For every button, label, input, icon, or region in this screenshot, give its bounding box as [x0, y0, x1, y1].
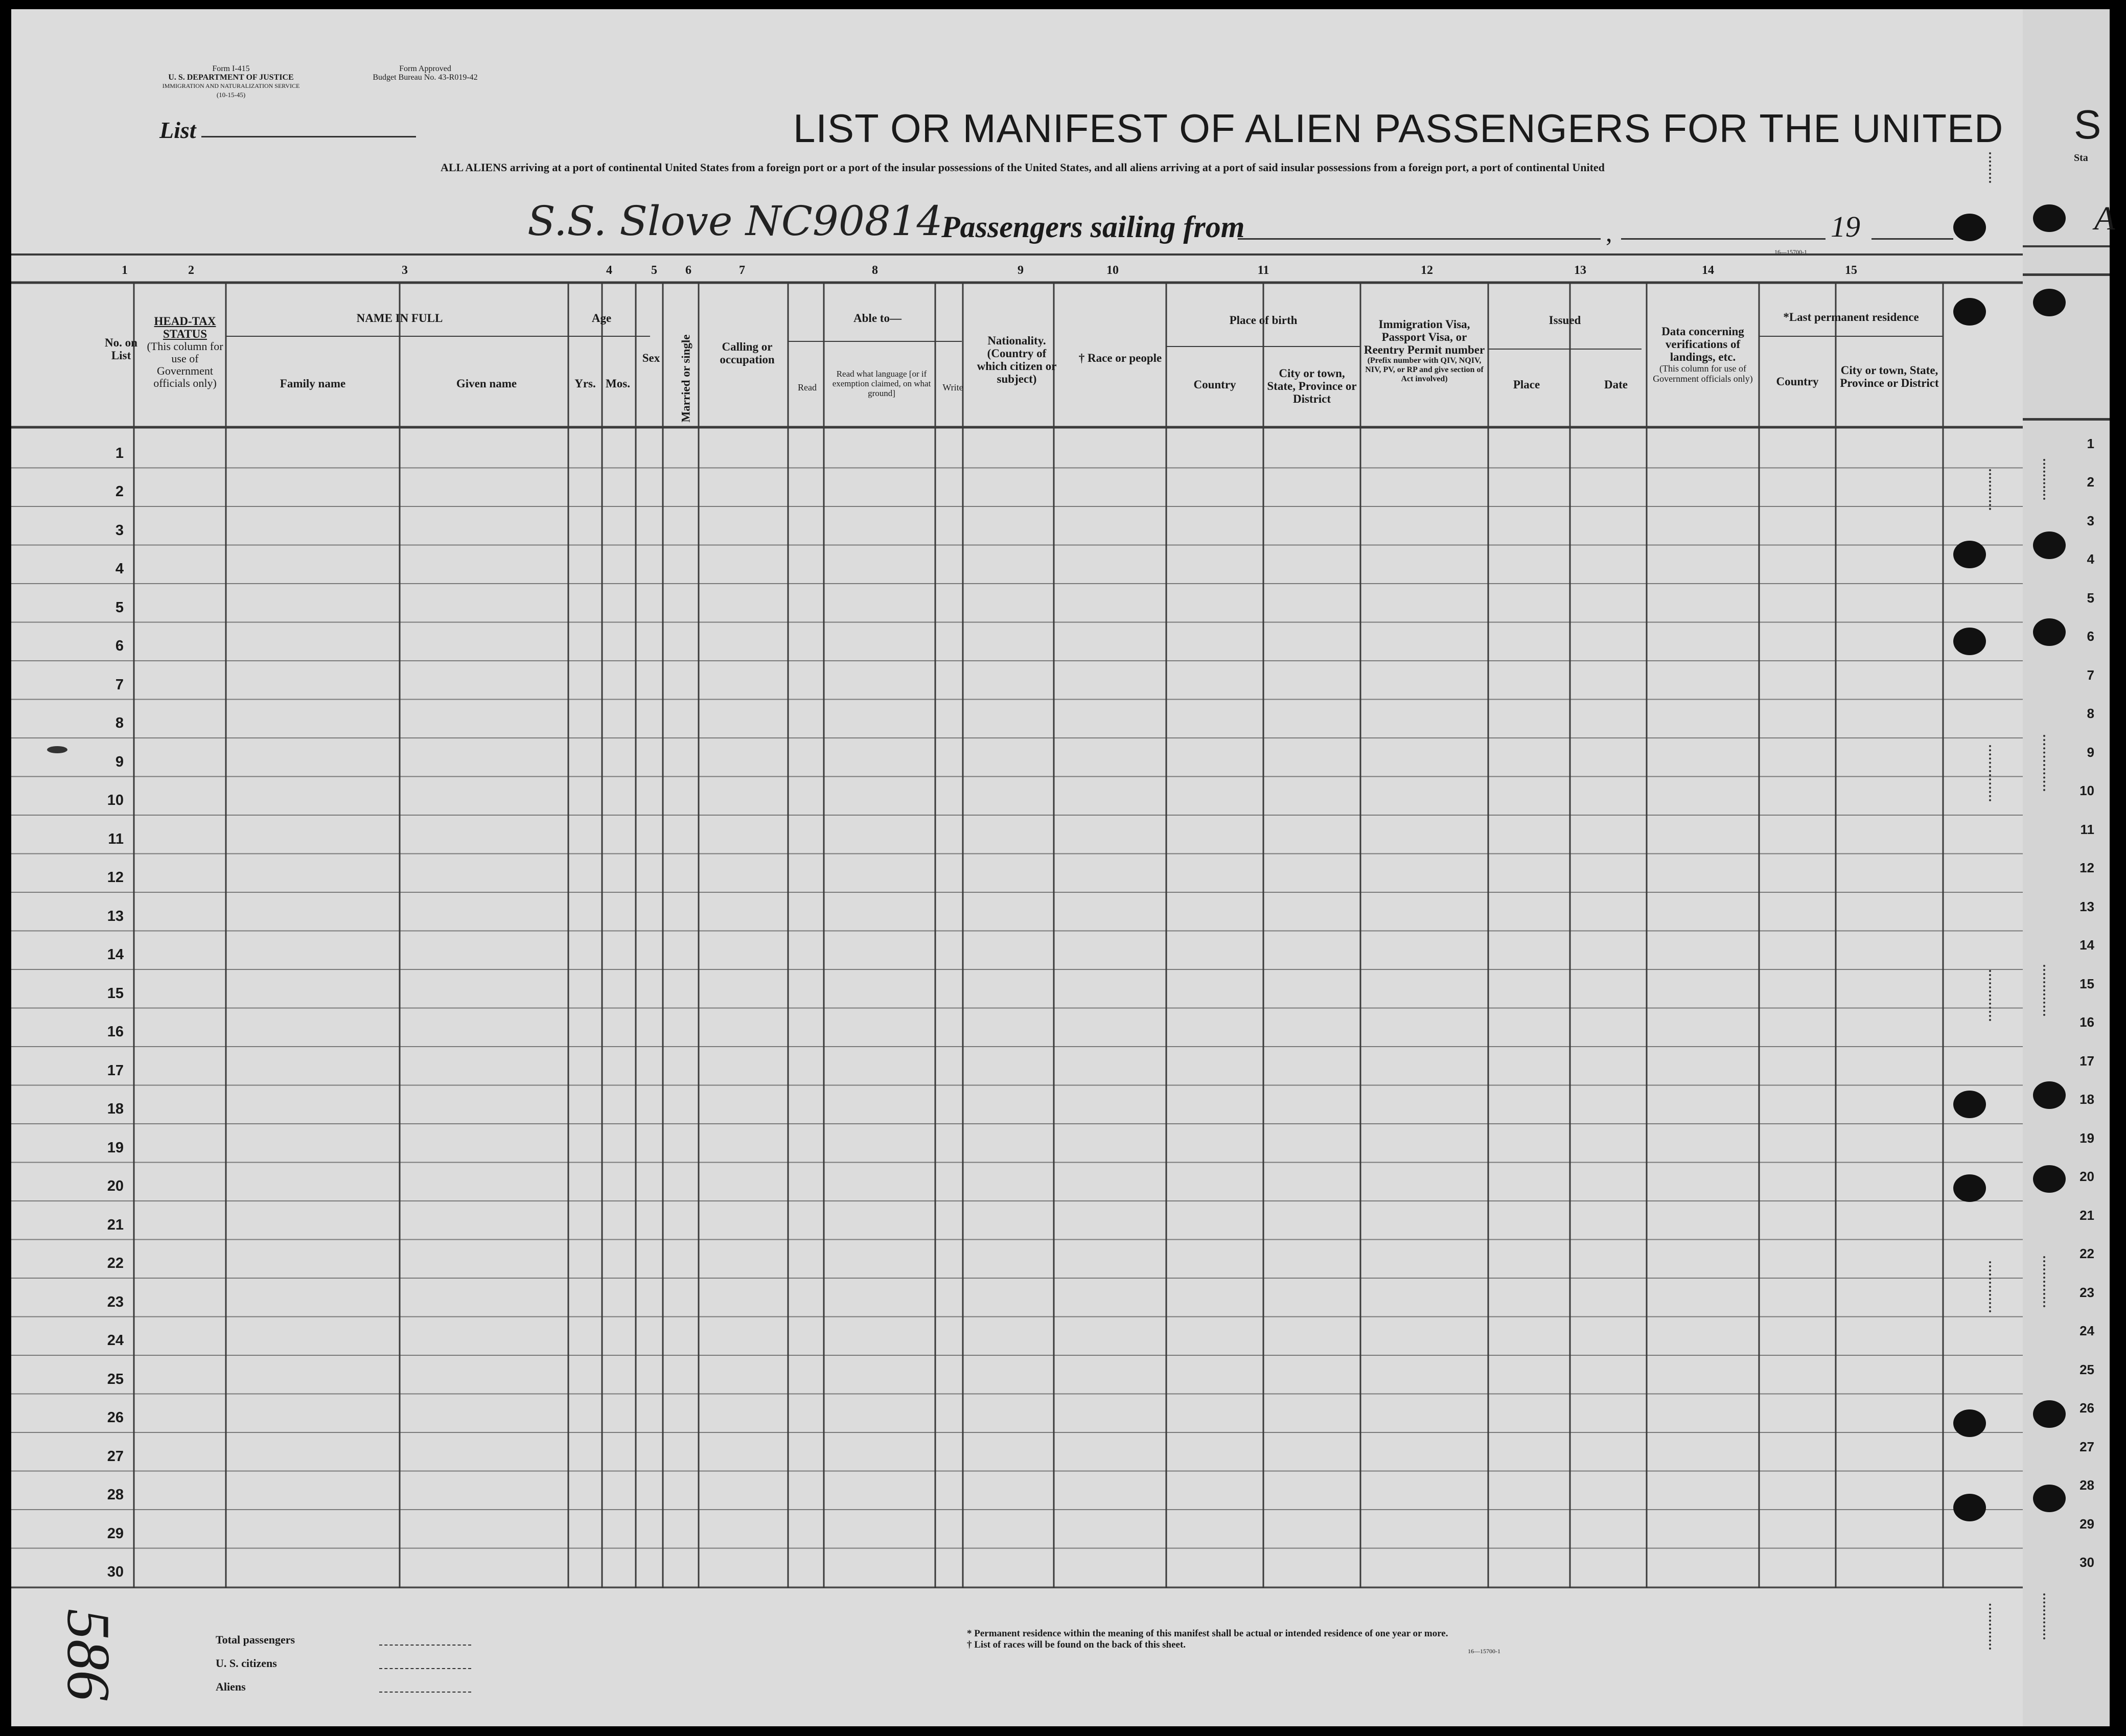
strip-row-number: 13 — [2079, 898, 2094, 914]
form-number: Form I-415 — [212, 64, 250, 73]
col-header-residence-country: Country — [1776, 375, 1819, 388]
strip-row-number: 23 — [2079, 1284, 2094, 1300]
verifications-note: (This column for use of Government officials only) — [1653, 363, 1753, 384]
strip-letter-s: S — [2074, 102, 2101, 147]
col-header-read: Read — [798, 382, 817, 392]
row-number: 21 — [107, 1216, 124, 1233]
row-number: 8 — [115, 715, 124, 731]
strip-row-number: 15 — [2079, 976, 2094, 991]
footer-code: 16—15700-1 — [1468, 1648, 1500, 1655]
row-number: 20 — [107, 1178, 124, 1194]
form-service: IMMIGRATION AND NATURALIZATION SERVICE — [162, 82, 300, 89]
strip-row-number: 24 — [2079, 1323, 2094, 1338]
punch-hole — [2033, 1485, 2066, 1512]
col-num-12: 12 — [1421, 264, 1433, 277]
col-header-mos: Mos. — [606, 377, 630, 390]
col-num-9: 9 — [1018, 264, 1024, 277]
strip-row-number: 4 — [2087, 551, 2094, 567]
col-num-1: 1 — [122, 264, 128, 277]
col-num-5: 5 — [651, 264, 657, 277]
col-num-15: 15 — [1845, 264, 1857, 277]
margin-mark — [47, 746, 67, 753]
col-header-verifications — [1647, 325, 1759, 384]
row-number: 28 — [107, 1487, 124, 1503]
strip-row-number: 14 — [2079, 937, 2094, 953]
aliens-line — [379, 1692, 471, 1693]
strip-row-number: 3 — [2087, 513, 2094, 528]
comma: , — [1606, 218, 1612, 247]
strip-row-number: 8 — [2087, 706, 2094, 721]
strip-line — [2023, 418, 2110, 421]
punch-hole — [2033, 1081, 2066, 1109]
row-number: 5 — [115, 599, 124, 616]
budget-label: Budget Bureau No. 43-R019-42 — [373, 73, 478, 82]
punch-hole — [2033, 289, 2066, 316]
row-number: 11 — [108, 830, 124, 847]
col-num-13: 13 — [1574, 264, 1586, 277]
strip-row-number: 18 — [2079, 1092, 2094, 1107]
col-header-given-name: Given name — [456, 377, 517, 390]
strip-letter-a: A — [2094, 200, 2115, 237]
row-number: 16 — [107, 1024, 124, 1040]
punch-hole — [1953, 628, 1986, 655]
footer-notes — [967, 1628, 1448, 1651]
row-number: 18 — [107, 1101, 124, 1117]
strip-row-number: 20 — [2079, 1169, 2094, 1184]
margin-number: 586 — [55, 1609, 123, 1701]
perforation — [1989, 469, 1993, 510]
row-number: 10 — [107, 792, 124, 808]
col-num-8: 8 — [872, 264, 878, 277]
punch-hole — [1953, 214, 1986, 241]
row-number: 30 — [107, 1564, 124, 1580]
visa-label: Immigration Visa, Passport Visa, or Reentry Permit number — [1364, 318, 1485, 356]
row-number: 1 — [115, 445, 124, 461]
perforation — [1989, 745, 1993, 801]
visa-note: (Prefix number with QIV, NQIV, NIV, PV, or RP and give section of Act involved) — [1365, 356, 1484, 383]
strip-row-number: 12 — [2079, 860, 2094, 875]
us-citizens-label: U. S. citizens — [216, 1657, 277, 1670]
strip-row-number: 10 — [2079, 783, 2094, 798]
strip-row-number: 25 — [2079, 1361, 2094, 1377]
row-number: 2 — [115, 483, 124, 500]
strip-row-number: 21 — [2079, 1207, 2094, 1223]
col-num-10: 10 — [1106, 264, 1119, 277]
perforation — [2043, 1593, 2047, 1639]
col-header-issued-date: Date — [1604, 378, 1628, 391]
row-number: 4 — [115, 561, 124, 577]
strip-line — [2023, 273, 2110, 276]
col-num-14: 14 — [1702, 264, 1714, 277]
strip-row-number: 19 — [2079, 1130, 2094, 1146]
strip-row-number: 1 — [2087, 435, 2094, 451]
manifest-sheet — [11, 9, 2071, 1726]
punch-hole — [1953, 1409, 1986, 1437]
row-number: 7 — [115, 676, 124, 693]
strip-small-text: Sta — [2074, 152, 2088, 164]
row-number: 14 — [107, 946, 124, 963]
col-header-able-to: Able to— — [853, 312, 902, 325]
row-number: 9 — [115, 753, 124, 770]
col-header-birth-city: City or town, State, Province or District — [1267, 367, 1357, 405]
strip-row-number: 28 — [2079, 1477, 2094, 1493]
adjacent-sheet-strip — [2023, 9, 2115, 1726]
perforation — [2043, 459, 2047, 500]
sailing-label: Passengers sailing from — [941, 210, 1245, 244]
strip-row-number: 7 — [2087, 667, 2094, 683]
col-header-read-language: Read what language [or if exemption claimed, on what ground] — [832, 369, 931, 398]
col-header-last-residence: *Last permanent residence — [1783, 311, 1919, 323]
col-header-name-in-full: NAME IN FULL — [356, 312, 443, 325]
form-date: (10-15-45) — [216, 91, 246, 99]
row-number: 26 — [107, 1409, 124, 1426]
perforation — [1989, 1261, 1993, 1312]
punch-hole — [2033, 1400, 2066, 1428]
head-tax-title: HEAD-TAX STATUS — [154, 315, 216, 340]
row-number: 23 — [107, 1293, 124, 1310]
col-num-3: 3 — [402, 264, 408, 277]
strip-row-number: 22 — [2079, 1246, 2094, 1261]
strip-row-number: 11 — [2080, 821, 2094, 837]
vessel-name: S.S. Slove NC90814 — [527, 197, 943, 245]
col-header-birth-country: Country — [1193, 378, 1236, 391]
perforation — [1989, 152, 1993, 183]
punch-hole — [1953, 1174, 1986, 1202]
year-prefix: 19 — [1831, 210, 1860, 243]
perforation — [1989, 1604, 1993, 1650]
col-header-write: Write — [942, 382, 963, 392]
strip-row-number: 26 — [2079, 1400, 2094, 1416]
strip-row-number: 2 — [2087, 474, 2094, 490]
punch-hole — [2033, 204, 2066, 232]
perforation — [2043, 965, 2047, 1016]
verifications-label: Data concerning verifications of landings, etc. — [1661, 325, 1744, 363]
row-number: 17 — [107, 1062, 124, 1079]
perforation — [1989, 970, 1993, 1021]
col-num-4: 4 — [606, 264, 612, 277]
col-header-residence-city: City or town, State, Province or District — [1840, 364, 1939, 389]
row-number: 22 — [107, 1255, 124, 1271]
col-header-head-tax — [147, 315, 223, 389]
col-num-2: 2 — [188, 264, 194, 277]
punch-hole — [1953, 298, 1986, 326]
col-header-visa — [1363, 318, 1486, 384]
form-dept: U. S. DEPARTMENT OF JUSTICE — [168, 73, 294, 82]
strip-row-number: 27 — [2079, 1439, 2094, 1454]
punch-hole — [1953, 1494, 1986, 1521]
col-header-issued-place: Place — [1513, 378, 1540, 391]
strip-row-number: 29 — [2079, 1516, 2094, 1532]
punch-hole — [2033, 531, 2066, 559]
footer-totals — [216, 1628, 295, 1699]
strip-row-number: 16 — [2079, 1014, 2094, 1030]
strip-row-number: 9 — [2087, 744, 2094, 760]
row-number: 15 — [107, 985, 124, 1002]
form-title: LIST OR MANIFEST OF ALIEN PASSENGERS FOR THE UNITED — [793, 106, 2004, 151]
row-number: 19 — [107, 1139, 124, 1156]
approval-label: Form Approved — [399, 64, 451, 73]
col-num-11: 11 — [1257, 264, 1269, 277]
col-header-family-name: Family name — [280, 377, 346, 390]
total-passengers-label: Total passengers — [216, 1633, 295, 1646]
manifest-table-grid — [11, 9, 2071, 1726]
perforation — [2043, 735, 2047, 791]
perforation — [2043, 1256, 2047, 1307]
punch-hole — [2033, 1165, 2066, 1193]
col-header-calling: Calling or occupation — [720, 340, 775, 366]
footnote-residence: * Permanent residence within the meaning of this manifest shall be actual or intended residence of one year or more. — [967, 1628, 1448, 1639]
col-num-7: 7 — [739, 264, 745, 277]
col-num-6: 6 — [685, 264, 691, 277]
punch-hole — [1953, 1091, 1986, 1118]
col-header-place-of-birth: Place of birth — [1229, 314, 1298, 327]
col-header-no-on-list: No. on List — [105, 336, 137, 362]
row-number: 29 — [107, 1525, 124, 1542]
col-header-race: † Race or people — [1078, 352, 1162, 364]
row-number: 3 — [115, 522, 124, 539]
total-line — [379, 1645, 471, 1646]
col-header-yrs: Yrs. — [574, 377, 596, 390]
row-number: 27 — [107, 1448, 124, 1465]
col-header-sex: Sex — [642, 352, 660, 364]
form-subtitle: ALL ALIENS arriving at a port of continental United States from a foreign port or a port of the insular possessions of the United States, and all aliens arriving at a port of said insular possessions from a foreign port, a port of continental United — [441, 161, 1605, 174]
punch-hole — [1953, 541, 1986, 568]
row-number: 6 — [115, 638, 124, 654]
strip-row-number: 30 — [2079, 1555, 2094, 1570]
footnote-races: † List of races will be found on the back of this sheet. — [967, 1639, 1186, 1650]
strip-row-number: 5 — [2087, 590, 2094, 606]
head-tax-note: (This column for use of Government officials only) — [147, 340, 223, 389]
print-code-top: 16—15700-1 — [1774, 248, 1807, 256]
strip-row-number: 6 — [2087, 629, 2094, 644]
row-number: 25 — [107, 1371, 124, 1387]
strip-line — [2023, 245, 2110, 247]
row-number: 24 — [107, 1332, 124, 1349]
col-header-nationality: Nationality. (Country of which citizen or subject) — [977, 334, 1057, 385]
col-header-age: Age — [591, 312, 612, 325]
punch-hole — [2033, 618, 2066, 646]
col-header-issued: Issued — [1549, 314, 1581, 327]
row-number: 12 — [107, 869, 124, 886]
row-number: 13 — [107, 908, 124, 924]
list-label: List — [159, 117, 196, 143]
citizens-line — [379, 1668, 471, 1669]
col-header-married: Married or single — [679, 334, 692, 423]
strip-row-number: 17 — [2079, 1053, 2094, 1069]
aliens-label: Aliens — [216, 1680, 246, 1693]
